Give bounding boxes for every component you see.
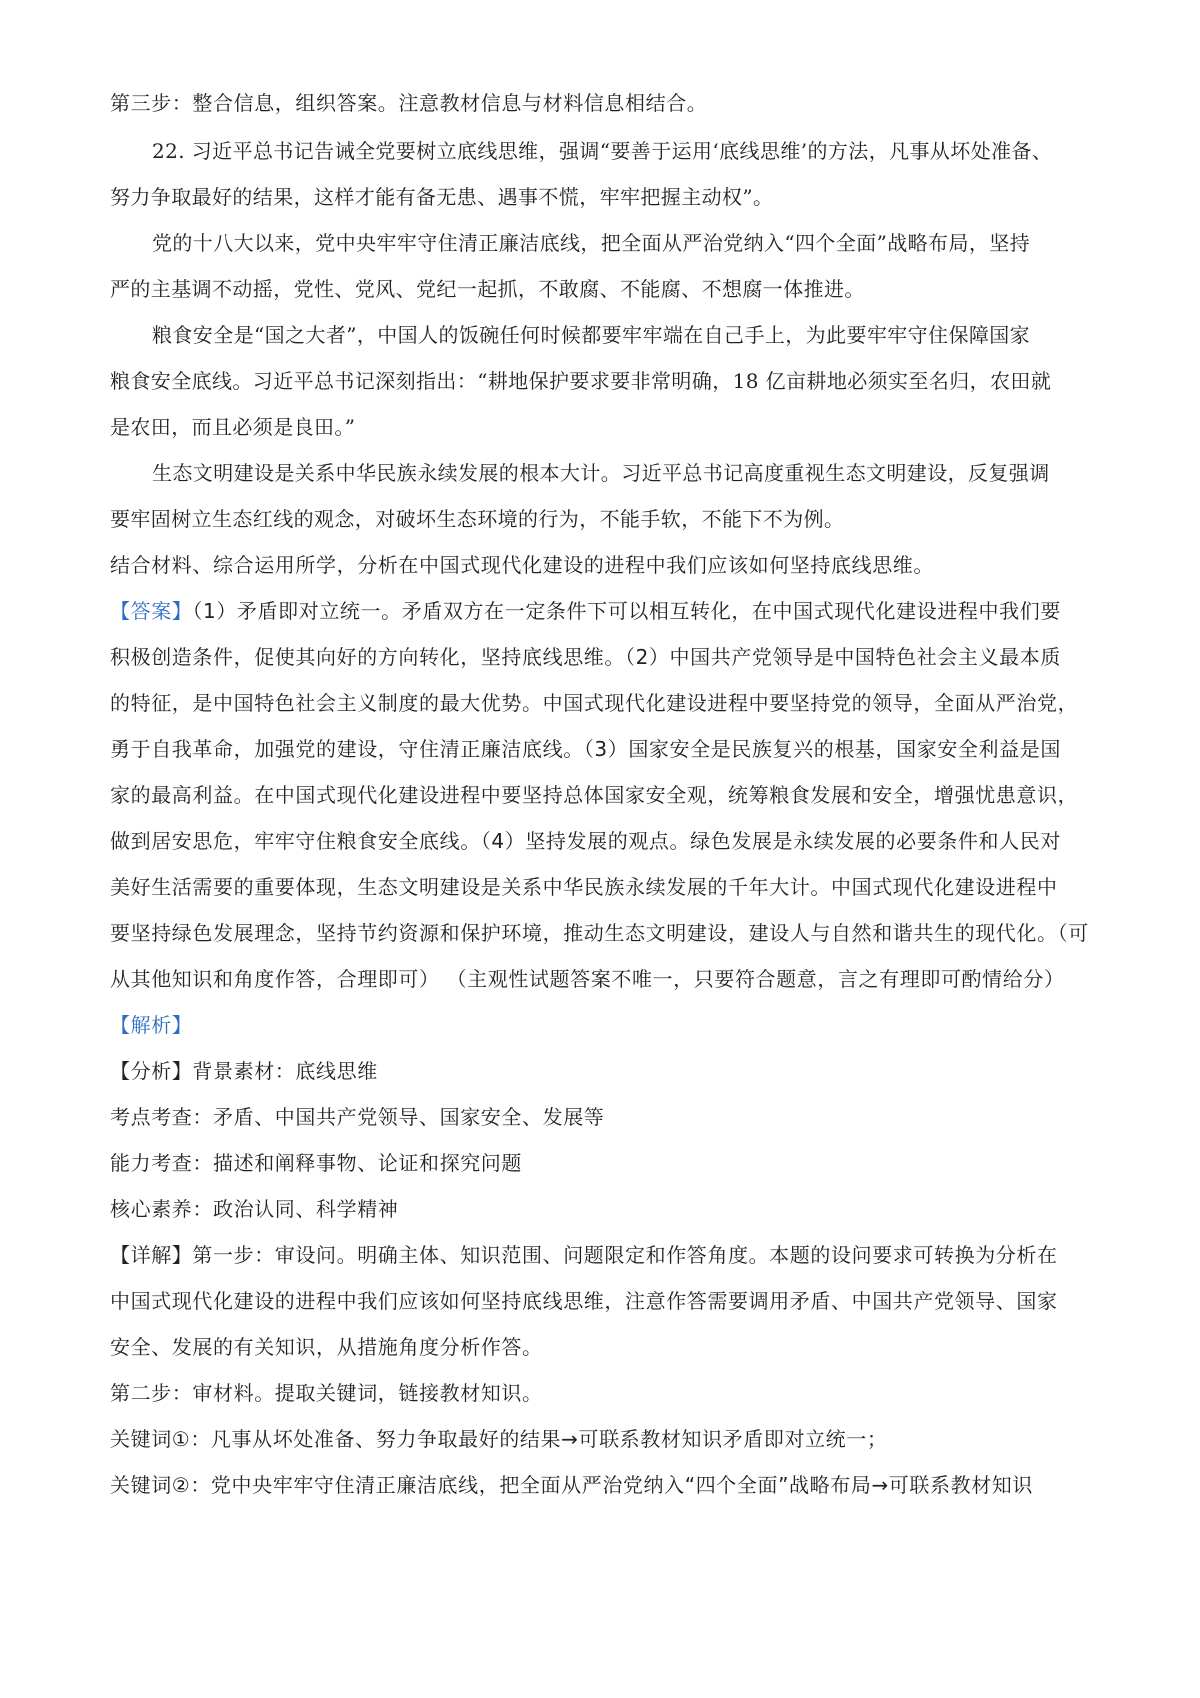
detail-line: 【详解】第一步：审设问。明确主体、知识范围、问题限定和作答角度。本题的设问要求可转换为分析在 — [110, 1243, 1058, 1267]
question-prompt-line: 结合材料、综合运用所学，分析在中国式现代化建设的进程中我们应该如何坚持底线思维。 — [110, 553, 934, 577]
answer-line: 从其他知识和角度作答，合理即可） （主观性试题答案不唯一，只要符合题意，言之有理即可酌情给分） — [110, 967, 1065, 991]
analysis-line: 【分析】背景素材：底线思维 — [110, 1059, 378, 1083]
material-paragraph-line: 严的主基调不动摇，党性、党风、党纪一起抓，不敢腐、不能腐、不想腐一体推进。 — [110, 277, 865, 301]
material-paragraph-line: 党的十八大以来，党中央牢牢守住清正廉洁底线，把全面从严治党纳入“四个全面”战略布局，坚持 — [152, 231, 1031, 255]
detail-line: 安全、发展的有关知识，从措施角度分析作答。 — [110, 1335, 543, 1359]
text-line: 第三步：整合信息，组织答案。注意教材信息与材料信息相结合。 — [110, 91, 708, 115]
detail-line: 中国式现代化建设的进程中我们应该如何坚持底线思维，注意作答需要调用矛盾、中国共产党领导、国家 — [110, 1289, 1058, 1313]
material-paragraph-line: 粮食安全底线。习近平总书记深刻指出：“耕地保护要求要非常明确，18 亿亩耕地必须实至名归，农田就 — [110, 369, 1052, 393]
analysis-line: 能力考查：描述和阐释事物、论证和探究问题 — [110, 1151, 522, 1175]
material-paragraph-line: 是农田，而且必须是良田。” — [110, 415, 356, 439]
answer-line: 积极创造条件，促使其向好的方向转化，坚持底线思维。（2）中国共产党领导是中国特色社会主义最本质 — [110, 645, 1061, 669]
answer-line: 美好生活需要的重要体现，生态文明建设是关系中华民族永续发展的千年大计。中国式现代化建设进程中 — [110, 875, 1058, 899]
answer-line: 家的最高利益。在中国式现代化建设进程中要坚持总体国家安全观，统筹粮食发展和安全，增强忧患意识， — [110, 783, 1079, 807]
question-stem-line: 22. 习近平总书记告诫全党要树立底线思维，强调“要善于运用‘底线思维’的方法，凡事从坏处准备、 — [152, 139, 1053, 163]
answer-line: 的特征，是中国特色社会主义制度的最大优势。中国式现代化建设进程中要坚持党的领导，全面从严治党， — [110, 691, 1079, 715]
question-stem-line: 努力争取最好的结果，这样才能有备无患、遇事不慌，牢牢把握主动权”。 — [110, 185, 774, 209]
material-paragraph-line: 粮食安全是“国之大者”，中国人的饭碗任何时候都要牢牢端在自己手上，为此要牢牢守住保障国家 — [152, 323, 1031, 347]
answer-line: 勇于自我革命，加强党的建设，守住清正廉洁底线。（3）国家安全是民族复兴的根基，国家安全利益是国 — [110, 737, 1061, 761]
detail-line: 关键词②：党中央牢牢守住清正廉洁底线，把全面从严治党纳入“四个全面”战略布局→可联系教材知识 — [110, 1473, 1034, 1497]
analysis-line: 考点考查：矛盾、中国共产党领导、国家安全、发展等 — [110, 1105, 605, 1129]
analysis-line: 核心素养：政治认同、科学精神 — [110, 1197, 399, 1221]
answer-tag: 【答案】 — [110, 599, 193, 623]
material-paragraph-line: 要牢固树立生态红线的观念，对破坏生态环境的行为，不能手软，不能下不为例。 — [110, 507, 845, 531]
answer-line: 要坚持绿色发展理念，坚持节约资源和保护环境，推动生态文明建设，建设人与自然和谐共生的现代化。（可 — [110, 921, 1089, 945]
answer-line: 做到居安思危，牢牢守住粮食安全底线。（4）坚持发展的观点。绿色发展是永续发展的必要条件和人民对 — [110, 829, 1061, 853]
detail-line: 第二步：审材料。提取关键词，链接教材知识。 — [110, 1381, 543, 1405]
answer-text: （1）矛盾即对立统一。矛盾双方在一定条件下可以相互转化，在中国式现代化建设进程中我们要 — [192, 599, 1061, 623]
analysis-tag: 【解析】 — [110, 1013, 193, 1037]
detail-line: 关键词①：凡事从坏处准备、努力争取最好的结果→可联系教材知识矛盾即对立统一； — [110, 1427, 888, 1451]
answer-line — [110, 596, 1100, 626]
material-paragraph-line: 生态文明建设是关系中华民族永续发展的根本大计。习近平总书记高度重视生态文明建设，反复强调 — [152, 461, 1050, 485]
